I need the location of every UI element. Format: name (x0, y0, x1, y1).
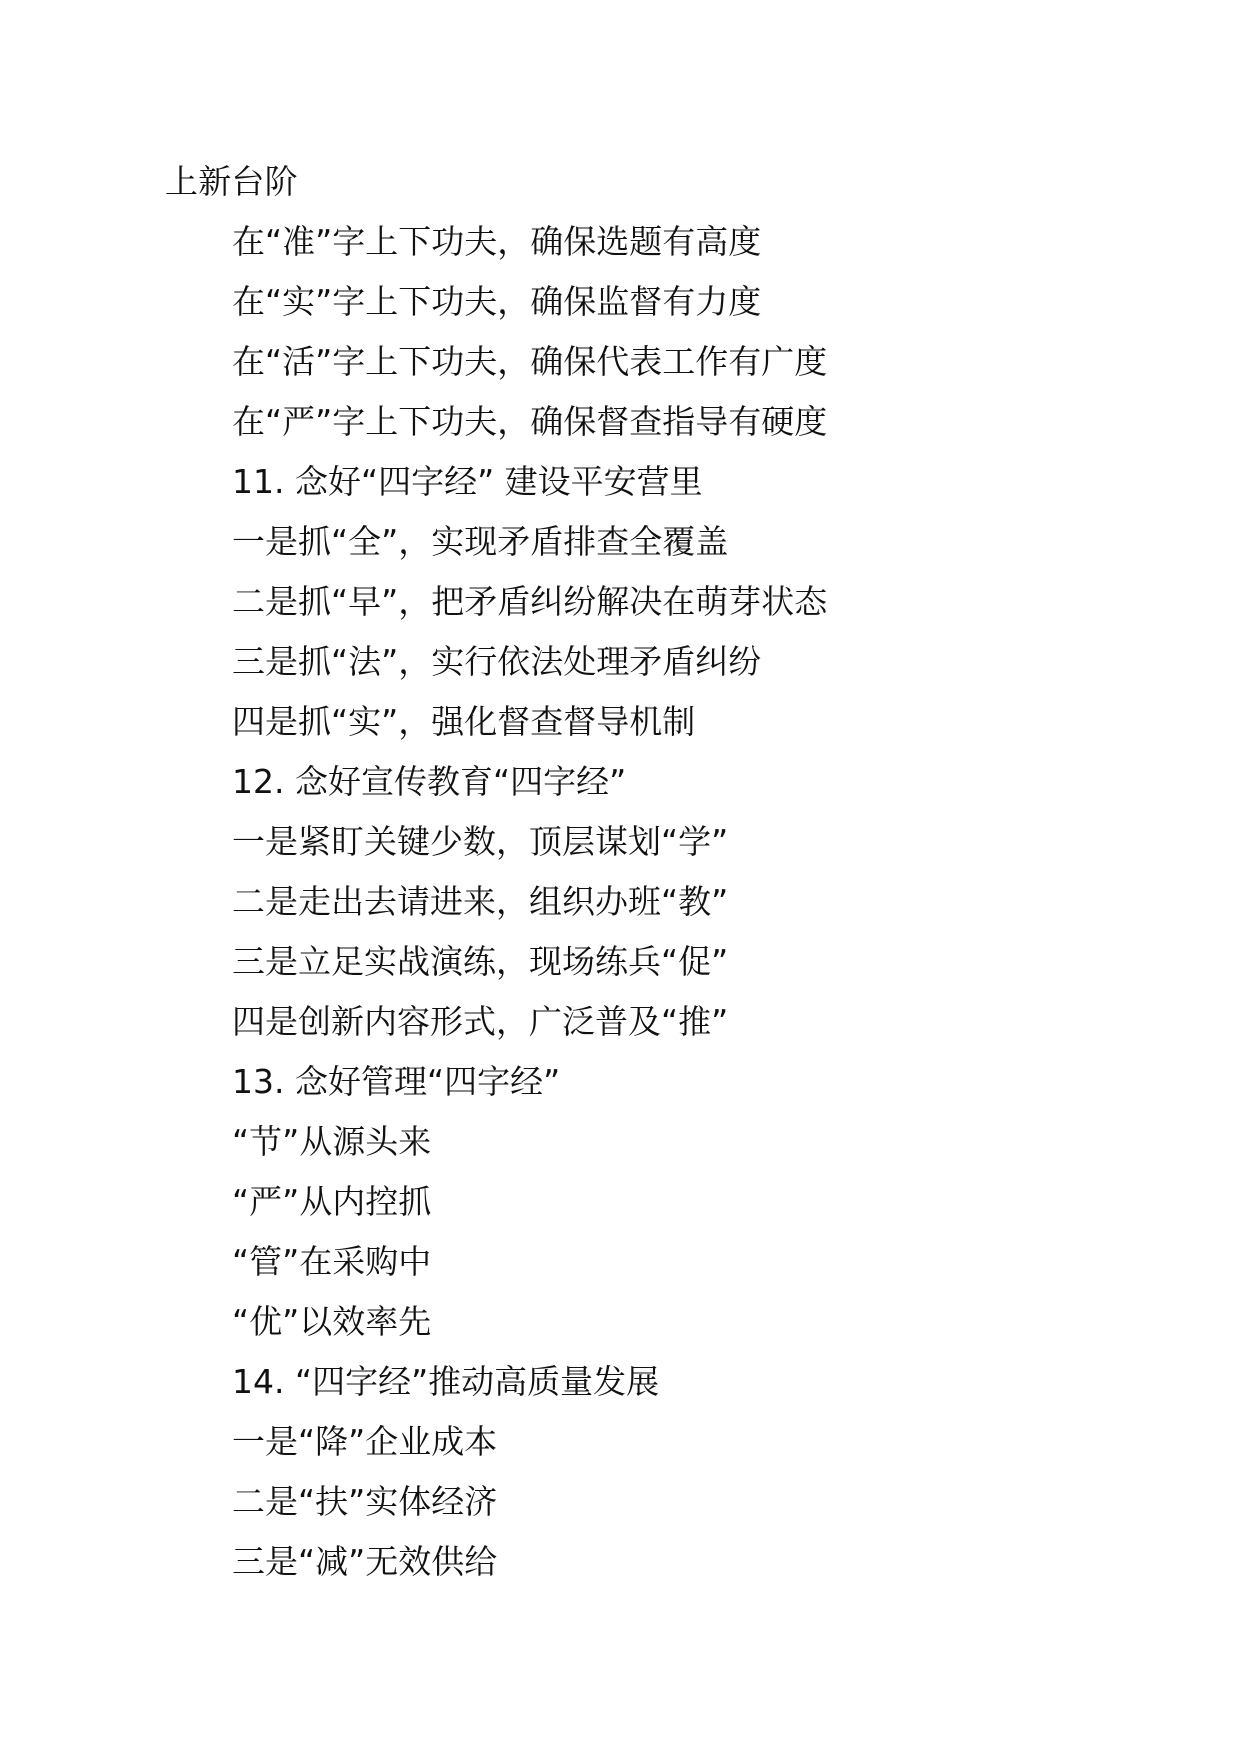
subpoint-2: 在“实”字上下功夫，确保监督有力度 (232, 282, 762, 321)
subpoint-3: 在“活”字上下功夫，确保代表工作有广度 (232, 342, 828, 381)
list-item: “优”以效率先 (232, 1302, 432, 1341)
list-item: 三是抓“法”，实行依法处理矛盾纠纷 (232, 642, 762, 681)
list-item: 一是抓“全”，实现矛盾排查全覆盖 (232, 522, 729, 561)
section-heading-12: 12. 念好宣传教育“四字经” (232, 762, 627, 801)
list-item: 四是抓“实”，强化督查督导机制 (232, 702, 696, 741)
list-item: 一是“降”企业成本 (232, 1422, 498, 1461)
continuation-line: 上新台阶 (165, 162, 298, 201)
list-item: 四是创新内容形式，广泛普及“推” (232, 1002, 729, 1041)
subpoint-4: 在“严”字上下功夫，确保督查指导有硬度 (232, 402, 828, 441)
section-heading-14: 14. “四字经”推动高质量发展 (232, 1362, 660, 1401)
subpoint-1: 在“准”字上下功夫，确保选题有高度 (232, 222, 762, 261)
list-item: “管”在采购中 (232, 1242, 432, 1281)
section-heading-13: 13. 念好管理“四字经” (232, 1062, 561, 1101)
section-heading-11: 11. 念好“四字经” 建设平安营里 (232, 462, 703, 501)
list-item: 二是“扶”实体经济 (232, 1482, 498, 1521)
list-item: “节”从源头来 (232, 1122, 432, 1161)
list-item: 二是抓“早”，把矛盾纠纷解决在萌芽状态 (232, 582, 828, 621)
list-item: 三是“减”无效供给 (232, 1542, 498, 1581)
document-body (232, 222, 1132, 1602)
list-item: 二是走出去请进来，组织办班“教” (232, 882, 729, 921)
list-item: 一是紧盯关键少数，顶层谋划“学” (232, 822, 729, 861)
list-item: “严”从内控抓 (232, 1182, 432, 1221)
list-item: 三是立足实战演练，现场练兵“促” (232, 942, 729, 981)
